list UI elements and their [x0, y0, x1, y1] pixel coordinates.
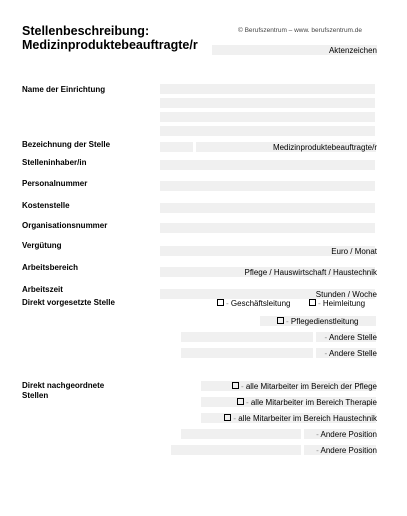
- verguetung-value: Euro / Monat: [331, 247, 377, 256]
- arbeitszeit-value: Stunden / Woche: [315, 290, 377, 299]
- label-stelleninhaber: Stelleninhaber/in: [22, 158, 87, 167]
- copyright-note: © Berufszentrum – www. berufszentrum.de: [238, 27, 363, 34]
- einrichtung-field-3[interactable]: [160, 112, 375, 122]
- aktenzeichen-label: Aktenzeichen: [328, 46, 377, 55]
- checkbox-icon[interactable]: [309, 299, 316, 306]
- label-stellen: Stellen: [22, 391, 49, 400]
- dash-separator: -: [240, 382, 246, 391]
- andere-position-label-1: - Andere Position: [316, 430, 377, 439]
- andere-stelle-label-2: - Andere Stelle: [324, 349, 377, 358]
- option-geschaeftsleitung[interactable]: [217, 299, 290, 309]
- label-kostenstelle: Kostenstelle: [22, 201, 70, 210]
- label-bezeichnung-stelle: Bezeichnung der Stelle: [22, 140, 111, 149]
- dash-separator: -: [318, 299, 323, 308]
- label-arbeitszeit: Arbeitszeit: [22, 285, 63, 294]
- bezeichnung-value: Medizinproduktebeauftragte/r: [272, 143, 377, 152]
- mitarbeiter-therapie-label: alle Mitarbeiter im Bereich Therapie: [250, 398, 377, 407]
- label-verguetung: Vergütung: [22, 241, 62, 250]
- checkbox-icon[interactable]: [232, 382, 239, 389]
- bezeichnung-field-left[interactable]: [160, 142, 193, 152]
- geschaeftsleitung-label: Geschäftsleitung: [230, 299, 291, 308]
- label-name-einrichtung: Name der Einrichtung: [22, 85, 106, 94]
- mitarbeiter-pflege-label: alle Mitarbeiter im Bereich der Pflege: [245, 382, 377, 391]
- organisationsnummer-field[interactable]: [160, 223, 375, 233]
- einrichtung-field-2[interactable]: [160, 98, 375, 108]
- dash-separator: -: [226, 299, 231, 308]
- option-mitarbeiter-haustechnik[interactable]: [224, 414, 377, 424]
- option-pflegedienstleitung[interactable]: [277, 317, 359, 327]
- option-mitarbeiter-pflege[interactable]: [232, 382, 377, 392]
- page-title: Stellenbeschreibung:: [22, 24, 150, 38]
- dash-separator: -: [245, 398, 251, 407]
- andere-position-label-2: - Andere Position: [316, 446, 377, 455]
- checkbox-icon[interactable]: [237, 398, 244, 405]
- andere-stelle-input-2[interactable]: [181, 348, 313, 358]
- dash-separator: -: [233, 414, 239, 423]
- label-direkt-vorgesetzte: Direkt vorgesetzte Stelle: [22, 298, 115, 307]
- heimleitung-label: Heimleitung: [322, 299, 366, 308]
- checkbox-icon[interactable]: [224, 414, 231, 421]
- page-subtitle: Medizinproduktebeauftragte/r: [22, 38, 198, 52]
- andere-position-input-2[interactable]: [171, 445, 301, 455]
- kostenstelle-field[interactable]: [160, 203, 375, 213]
- checkbox-icon[interactable]: [217, 299, 224, 306]
- label-arbeitsbereich: Arbeitsbereich: [22, 263, 79, 272]
- einrichtung-field-1[interactable]: [160, 84, 375, 94]
- option-heimleitung[interactable]: [309, 299, 365, 309]
- label-direkt-nachgeordnete: Direkt nachgeordnete: [22, 381, 105, 390]
- option-mitarbeiter-therapie[interactable]: [237, 398, 377, 408]
- stelleninhaber-field[interactable]: [160, 160, 375, 170]
- label-personalnummer: Personalnummer: [22, 179, 88, 188]
- checkbox-icon[interactable]: [277, 317, 284, 324]
- label-organisationsnummer: Organisationsnummer: [22, 221, 108, 230]
- einrichtung-field-4[interactable]: [160, 126, 375, 136]
- personalnummer-field[interactable]: [160, 181, 375, 191]
- andere-stelle-input-1[interactable]: [181, 332, 313, 342]
- dash-separator: -: [286, 317, 291, 326]
- arbeitsbereich-value: Pflege / Hauswirtschaft / Haustechnik: [244, 268, 377, 277]
- andere-position-input-1[interactable]: [181, 429, 301, 439]
- andere-stelle-label-1: - Andere Stelle: [324, 333, 377, 342]
- pflegedienstleitung-label: Pflegedienstleitung: [290, 317, 359, 326]
- mitarbeiter-haustechnik-label: alle Mitarbeiter im Bereich Haustechnik: [238, 414, 377, 423]
